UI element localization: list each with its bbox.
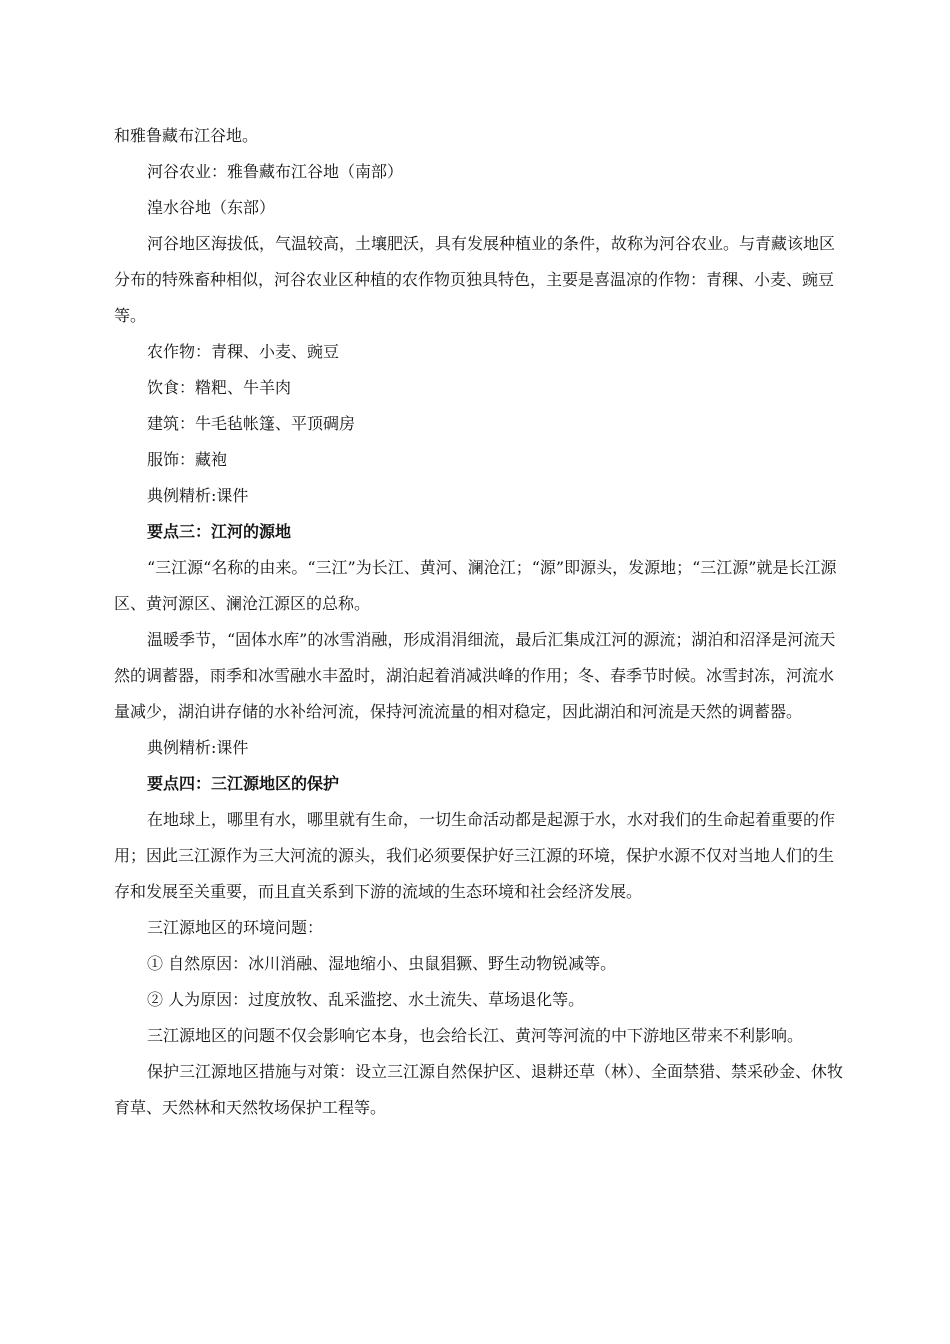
paragraph-example-analysis-1: 典例精析:课件 <box>147 486 249 505</box>
paragraph-downstream-impact: 三江源地区的问题不仅会影响它本身，也会给长江、黄河等河流的中下游地区带来不利影响。 <box>147 1026 804 1045</box>
paragraph-continuation: 和雅鲁藏布江谷地。 <box>114 126 259 145</box>
paragraph-name-origin: “三江源“名称的由来。“三江”为长江、黄河、澜沧江；“源”即源头，发源地；“三江源”就是长江源区、黄河源区、澜沧江源区的总称。 <box>114 558 837 613</box>
paragraph-huangshui-valley: 湟水谷地（东部） <box>147 198 276 217</box>
list-item-human-causes: ② 人为原因：过度放牧、乱采滥挖、水土流失、草场退化等。 <box>147 990 585 1009</box>
paragraph-valley-agriculture: 河谷农业：雅鲁藏布江谷地（南部） <box>147 162 404 181</box>
paragraph-env-problems-title: 三江源地区的环境问题： <box>147 918 324 937</box>
paragraph-protection-measures: 保护三江源地区措施与对策：设立三江源自然保护区、退耕还草（林）、全面禁猎、禁采砂金、休牧育草、天然林和天然牧场保护工程等。 <box>114 1062 844 1117</box>
paragraph-example-analysis-2: 典例精析:课件 <box>147 738 249 757</box>
paragraph-water-importance: 在地球上，哪里有水，哪里就有生命，一切生命活动都是起源于水，水对我们的生命起着重要的作用；因此三江源作为三大河流的源头，我们必须要保护好三江源的环境，保护水源不仅对当地人们的生存和发展至关重要，而且直关系到下游的流域的生态环境和社会经济发展。 <box>114 810 836 901</box>
document-body <box>114 118 844 1126</box>
paragraph-clothing: 服饰：藏袍 <box>147 450 228 469</box>
paragraph-valley-description: 河谷地区海拔低，气温较高，土壤肥沃，具有发展种植业的条件，故称为河谷农业。与青藏该地区分布的特殊畜种相似，河谷农业区种植的农作物页独具特色，主要是喜温凉的作物：青稞、小麦、豌豆等。 <box>114 234 836 325</box>
paragraph-crops: 农作物：青稞、小麦、豌豆 <box>147 342 340 361</box>
paragraph-architecture: 建筑：牛毛毡帐篷、平顶碉房 <box>147 414 356 433</box>
section-heading-point-three: 要点三：江河的源地 <box>147 522 292 541</box>
paragraph-diet: 饮食：糌粑、牛羊肉 <box>147 378 292 397</box>
section-heading-point-four: 要点四：三江源地区的保护 <box>147 774 340 793</box>
paragraph-lakes-regulation: 温暖季节，“固体水库”的冰雪消融，形成涓涓细流，最后汇集成江河的源流；湖泊和沼泽是河流天然的调蓄器，雨季和冰雪融水丰盈时，湖泊起着消减洪峰的作用；冬、春季节时候。冰雪封冻，河流水量减少，湖泊讲存储的水补给河流，保持河流流量的相对稳定，因此湖泊和河流是天然的调蓄器。 <box>114 630 836 721</box>
list-item-natural-causes: ① 自然原因：冰川消融、湿地缩小、虫鼠猖獗、野生动物锐减等。 <box>147 954 617 973</box>
